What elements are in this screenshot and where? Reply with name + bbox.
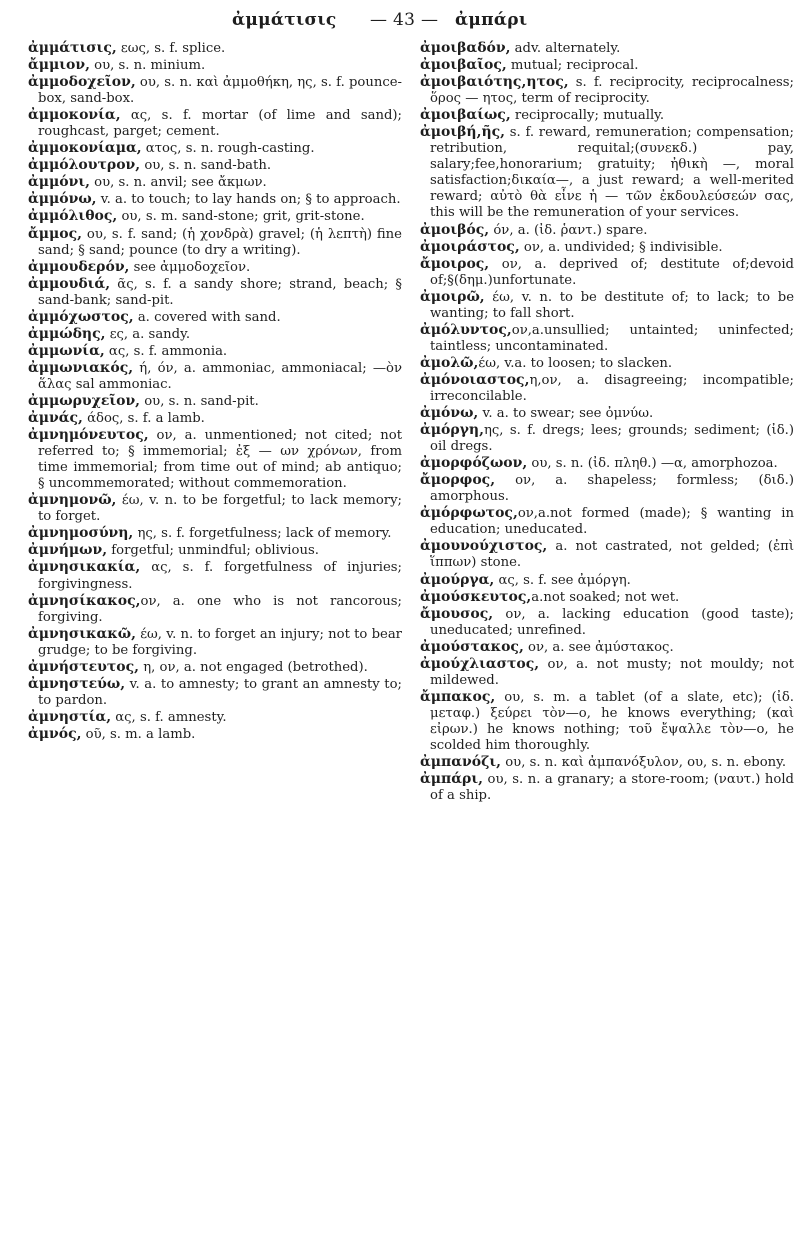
entry-headword: ἀμούχλιαστος, — [420, 655, 540, 672]
entry-definition: a. not castrated, not gelded; (ἐπὶ ἵππων) stone. — [430, 539, 794, 571]
dictionary-entry — [28, 726, 402, 743]
dictionary-entry — [420, 505, 794, 538]
dictionary-entry — [420, 107, 794, 124]
entry-definition: εως, s. f. splice. — [116, 41, 226, 56]
dictionary-entry — [28, 559, 402, 592]
dictionary-entry — [28, 709, 402, 726]
entry-headword: ἀμπάρι, — [420, 771, 483, 788]
entry-headword: ἀμμόχωστος, — [28, 308, 134, 325]
dictionary-entry — [28, 676, 402, 709]
entry-definition: ης, s. f. forgetfulness; lack of memory. — [133, 526, 392, 542]
entry-definition: see ἀμμοδοχεῖον. — [129, 259, 251, 275]
entry-headword: ἀμόλυντος, — [420, 321, 512, 338]
dictionary-entry — [28, 326, 402, 343]
entry-headword: ἀμοιρῶ, — [420, 288, 485, 305]
entry-headword: ἀμνηστία, — [28, 708, 112, 725]
entry-headword: ἀμνάς, — [28, 410, 83, 427]
entry-headword: ἀμμώδης, — [28, 325, 106, 342]
entry-headword: ἀμμωνιακός, — [28, 359, 134, 376]
entry-headword: ἀμμόνι, — [28, 174, 90, 191]
entry-definition: ον, a. lacking education (good taste); uneducated; unrefined. — [430, 606, 794, 638]
entry-headword: ἄμουσος, — [420, 605, 494, 622]
entry-definition: ον, a. see ἀμύστακος. — [523, 639, 674, 655]
running-head-right: ἀμπάρι — [455, 10, 528, 30]
entry-definition: v. a. to swear; see ὀμνύω. — [478, 406, 654, 422]
dictionary-entry — [28, 157, 402, 174]
entry-headword: ἀμμόνω, — [28, 191, 97, 208]
entry-headword: ἀμόργη, — [420, 422, 484, 439]
entry-definition: ον, a. one who is not rancorous; forgiving. — [38, 593, 402, 625]
entry-headword: ἀμοιβός, — [420, 221, 490, 238]
entry-definition: έω, v. n. to be destitute of; to lack; to be wanting; to fall short. — [430, 289, 794, 321]
entry-headword: ἀμμοδοχεῖον, — [28, 74, 136, 91]
dictionary-entry — [420, 689, 794, 754]
dictionary-entry — [420, 124, 794, 221]
entry-definition: η,ον, a. disagreeing; incompatible; irreconcilable. — [430, 372, 794, 404]
entry-definition: ή, όν, a. ammoniac, ammoniacal; —ὸν ἅλας sal ammoniac. — [38, 360, 402, 392]
dictionary-entry — [28, 492, 402, 525]
entry-definition: ου, s. n. a granary; a store-room; (ναυτ.) hold of a ship. — [430, 772, 794, 804]
entry-definition: ου, s. f. sand; (ἡ χονδρὰ) gravel; (ἡ λεπτὴ) fine sand; § sand; pounce (to dry a writing). — [38, 226, 402, 258]
entry-headword: ἀμορφόζωον, — [420, 455, 528, 472]
dictionary-entry — [28, 525, 402, 542]
entry-definition: s. f. reward, remuneration; compensation; retribution, requital;(συνεκδ.) pay, salary;fee,honorarium; gratuity; ἠθικὴ —, moral satisfaction;δικαία—, a just reward; a well-merited reward; αὐτὸ θὰ εἶνε ἡ — τῶν ἐκδουλεύσεών σας, this will be the remuneration of your services. — [430, 125, 794, 221]
entry-headword: ἀμνησικακῶ, — [28, 625, 136, 642]
entry-headword: ἀμμωνία, — [28, 342, 105, 359]
entry-headword: ἀμοιβαίως, — [420, 107, 511, 124]
dictionary-entry — [420, 606, 794, 639]
dictionary-entry — [420, 256, 794, 289]
entry-definition: ας, s. f. mortar (of lime and sand); roughcast, parget; cement. — [38, 108, 402, 140]
entry-headword: ἀμοιβαῖος, — [420, 57, 507, 74]
dictionary-entry — [420, 405, 794, 422]
entry-headword: ἀμολῶ, — [420, 354, 479, 371]
entry-headword: ἀμοιβαιότης,ητος, — [420, 74, 569, 91]
dictionary-entry — [28, 107, 402, 140]
entry-definition: a. covered with sand. — [133, 309, 281, 325]
dictionary-entry — [420, 239, 794, 256]
entry-definition: ον,a.not formed (made); § wanting in education; uneducated. — [430, 506, 794, 538]
entry-definition: οῦ, s. m. a lamb. — [81, 726, 196, 742]
entry-headword: ἀμμωρυχεῖον, — [28, 392, 141, 409]
entry-headword: ἀμνήμων, — [28, 542, 108, 559]
entry-definition: ον, a. unmentioned; not cited; not referred to; § immemorial; ἐξ — ων χρόνων, from time immemorial; from time out of mind; ab antiquo; § uncommemorated; without commemoration. — [38, 428, 402, 492]
entry-definition: ον, a. shapeless; formless; (διδ.) amorphous. — [430, 473, 794, 505]
entry-headword: ἀμοιράστος, — [420, 238, 520, 255]
dictionary-entry — [420, 589, 794, 606]
entry-headword: ἀμούστακος, — [420, 638, 524, 655]
dictionary-entry — [420, 754, 794, 771]
entry-definition: η, ον, a. not engaged (betrothed). — [139, 659, 368, 675]
entry-headword: ἀμνός, — [28, 725, 82, 742]
left-column — [28, 40, 402, 743]
entry-definition: ον, a. not musty; not mouldy; not mildewed. — [430, 656, 794, 688]
entry-headword: ἀμνημονῶ, — [28, 492, 117, 509]
dictionary-entry — [28, 276, 402, 309]
entry-headword: ἀμνηστεύω, — [28, 675, 126, 692]
dictionary-entry — [420, 572, 794, 589]
entry-definition: ον, a. undivided; § indivisible. — [519, 239, 723, 255]
dictionary-entry — [28, 393, 402, 410]
entry-definition: mutual; reciprocal. — [506, 58, 639, 74]
dictionary-entry — [420, 322, 794, 355]
dictionary-entry — [28, 659, 402, 676]
entry-headword: ἀμούσκευτος, — [420, 588, 532, 605]
entry-headword: ἀμμοκονίαμα, — [28, 140, 142, 157]
dictionary-entry — [420, 656, 794, 689]
entry-definition: όν, a. (ἰδ. ῥαντ.) spare. — [489, 222, 648, 238]
dictionary-entry — [28, 309, 402, 326]
entry-definition: ου, s. m. sand-stone; grit, grit-stone. — [117, 209, 365, 225]
dictionary-entry — [28, 542, 402, 559]
entry-definition: adv. alternately. — [510, 41, 621, 56]
dictionary-entry — [28, 140, 402, 157]
entry-headword: ἀμοιβαδόν, — [420, 40, 511, 56]
entry-definition: ον, a. deprived of; destitute of;devoid of;§(δημ.)unfortunate. — [430, 256, 794, 288]
entry-headword: ἀμμοκονία, — [28, 107, 121, 124]
dictionary-entry — [28, 57, 402, 74]
dictionary-entry — [28, 593, 402, 626]
entry-definition: a.not soaked; not wet. — [531, 589, 680, 605]
entry-headword: ἀμμόλιθος, — [28, 208, 118, 225]
entry-headword: ἀμνήστευτος, — [28, 658, 140, 675]
dictionary-entry — [28, 226, 402, 259]
entry-headword: ἀμμόλουτρον, — [28, 157, 141, 174]
entry-definition: ον,a.unsullied; untainted; uninfected; taintless; uncontaminated. — [430, 322, 794, 354]
dictionary-entry — [28, 74, 402, 107]
entry-definition: ας, s. f. forgetfulness of injuries; forgivingness. — [38, 560, 402, 592]
entry-definition: ες, a. sandy. — [105, 326, 191, 342]
dictionary-entry — [28, 208, 402, 225]
entry-definition: ου, s. n. (ἰδ. πληθ.) —α, amorphozoa. — [527, 456, 778, 472]
dictionary-entry — [28, 40, 402, 57]
entry-definition: ας, s. f. amnesty. — [111, 709, 227, 725]
dictionary-entry — [420, 74, 794, 107]
entry-headword: ἀμνημόνευτος, — [28, 427, 149, 444]
entry-headword: ἀμόρφωτος, — [420, 505, 518, 522]
dictionary-entry — [420, 639, 794, 656]
entry-headword: ἀμμουδιά, — [28, 275, 111, 292]
entry-definition: έω, v. n. to forget an injury; not to bear grudge; to be forgiving. — [38, 626, 402, 658]
dictionary-entry — [28, 259, 402, 276]
entry-headword: ἄμοιρος, — [420, 255, 490, 272]
entry-headword: ἄμμος, — [28, 225, 83, 242]
entry-definition: v. a. to touch; to lay hands on; § to approach. — [96, 192, 401, 208]
dictionary-entry — [420, 372, 794, 405]
dictionary-entry — [420, 771, 794, 804]
dictionary-entry — [28, 360, 402, 393]
entry-definition: reciprocally; mutually. — [510, 108, 665, 124]
entry-headword: ἀμπανόζι, — [420, 754, 502, 771]
dictionary-entry — [420, 222, 794, 239]
page-header — [0, 4, 800, 34]
page-number: — 43 — — [370, 10, 439, 30]
dictionary-entry — [420, 57, 794, 74]
entry-definition: ου, s. n. sand-bath. — [140, 158, 272, 174]
entry-definition: ᾶς, s. f. a sandy shore; strand, beach; § sand-bank; sand-pit. — [38, 276, 402, 308]
entry-definition: ας, s. f. ammonia. — [104, 343, 228, 359]
entry-headword: ἄμμιον, — [28, 57, 90, 74]
entry-definition: s. f. reciprocity, reciprocalness; ὅρος — ητος, term of reciprocity. — [430, 75, 794, 107]
dictionary-entry — [28, 343, 402, 360]
entry-definition: ας, s. f. see ἀμόργη. — [494, 572, 631, 588]
entry-definition: ου, s. n. anvil; see ἄκμων. — [89, 175, 267, 191]
entry-definition: ατος, s. n. rough-casting. — [141, 141, 315, 157]
dictionary-entry — [420, 289, 794, 322]
entry-headword: ἀμουνούχιστος, — [420, 538, 548, 555]
entry-headword: ἀμόνοιαστος, — [420, 371, 530, 388]
entry-headword: ἀμόνω, — [420, 405, 479, 422]
right-column — [420, 40, 794, 804]
dictionary-entry — [420, 455, 794, 472]
dictionary-entry — [28, 174, 402, 191]
entry-definition: ου, s. n. καὶ ἀμμοθήκη, ης, s. f. pounce-box, sand-box. — [38, 75, 402, 107]
entry-headword: ἀμμουδερόν, — [28, 258, 130, 275]
entry-definition: forgetful; unmindful; oblivious. — [107, 543, 319, 559]
entry-headword: ἀμνησίκακος, — [28, 592, 141, 609]
entry-headword: ἄμπακος, — [420, 688, 496, 705]
entry-definition: άδος, s. f. a lamb. — [82, 411, 205, 427]
dictionary-entry — [420, 40, 794, 57]
entry-definition: v. a. to amnesty; to grant an amnesty to; to pardon. — [38, 676, 402, 708]
entry-headword: ἀμμάτισις, — [28, 40, 117, 56]
entry-headword: ἀμνημοσύνη, — [28, 525, 134, 542]
dictionary-entry — [28, 191, 402, 208]
entry-headword: ἀμοιβή,ῆς, — [420, 124, 506, 141]
dictionary-entry — [28, 626, 402, 659]
running-head-left: ἀμμάτισις — [232, 10, 337, 30]
entry-headword: ἀμνησικακία, — [28, 559, 141, 576]
entry-definition: ου, s. n. sand-pit. — [140, 393, 259, 409]
dictionary-entry — [420, 422, 794, 455]
entry-definition: έω, v.a. to loosen; to slacken. — [478, 355, 673, 371]
entry-definition: ης, s. f. dregs; lees; grounds; sediment; (ἰδ.) oil dregs. — [430, 423, 794, 455]
dictionary-entry — [420, 538, 794, 571]
dictionary-entry — [28, 427, 402, 492]
entry-definition: ου, s. n. καὶ ἀμπανόξυλον, ου, s. n. ebony. — [501, 755, 787, 771]
entry-headword: ἄμορφος, — [420, 472, 496, 489]
dictionary-entry — [420, 355, 794, 372]
dictionary-entry — [420, 472, 794, 505]
entry-definition: έω, v. n. to be forgetful; to lack memory; to forget. — [38, 493, 402, 525]
dictionary-entry — [28, 410, 402, 427]
entry-definition: ου, s. n. minium. — [89, 58, 206, 74]
entry-definition: ου, s. m. a tablet (of a slate, etc); (ἰδ. μεταφ.) ξεύρει τὸν—ο, he knows everything; (καὶ εἰρων.) he knows nothing; τοῦ ἔψαλλε τὸν—ο, he scolded him thoroughly. — [430, 689, 794, 753]
entry-headword: ἀμούργα, — [420, 571, 495, 588]
